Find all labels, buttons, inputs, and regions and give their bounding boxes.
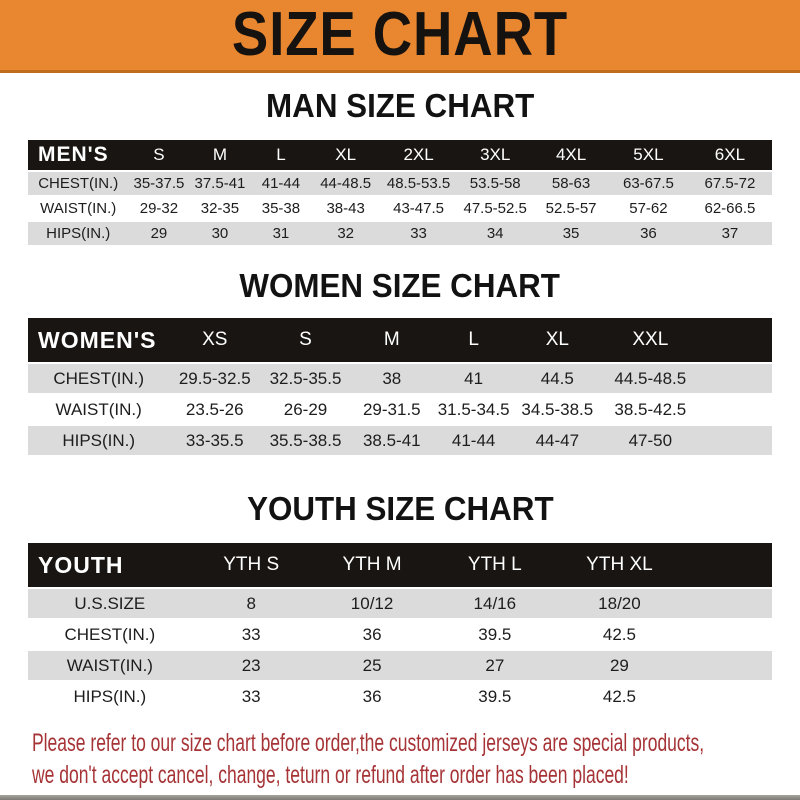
table-cell: 29 — [556, 651, 682, 680]
row-label: CHEST(IN.) — [28, 364, 169, 393]
column-header: XL — [515, 318, 601, 362]
column-header: 6XL — [688, 140, 772, 170]
table-cell: 31 — [250, 222, 311, 245]
column-header: YTH S — [192, 543, 311, 587]
table-title: WOMEN'S — [28, 318, 169, 362]
row-label: WAIST(IN.) — [55, 399, 142, 419]
women-table-wrapper — [0, 316, 800, 457]
table-cell: 42.5 — [602, 624, 636, 644]
table-cell: 32.5-35.5 — [260, 364, 351, 393]
table-cell: 43-47.5 — [393, 200, 444, 217]
column-header: M — [189, 140, 250, 170]
table-row — [28, 197, 772, 220]
table-cell: 34.5-38.5 — [521, 399, 594, 419]
column-header: L — [250, 140, 311, 170]
row-label: CHEST(IN.) — [64, 624, 156, 644]
table-cell: 52.5-57 — [545, 200, 597, 217]
column-header: XS — [169, 318, 260, 362]
table-cell: 39.5 — [478, 624, 512, 644]
table-cell: 33-35.5 — [169, 426, 260, 455]
table-cell: 41-44 — [433, 426, 515, 455]
row-label: HIPS(IN.) — [73, 686, 147, 706]
table-cell: 36 — [362, 624, 382, 644]
table-row — [28, 172, 772, 195]
table-cell: 8 — [192, 589, 311, 618]
table-cell: 44-48.5 — [311, 172, 379, 195]
table-row — [28, 682, 772, 711]
table-cell: 62-66.5 — [704, 200, 756, 217]
table-cell: 42.5 — [602, 686, 636, 706]
women-size-table — [28, 316, 772, 457]
disclaimer-line-1: Please refer to our size chart before order,the customized jerseys are special products, — [32, 729, 705, 757]
table-row — [28, 395, 772, 424]
table-cell: 38.5-41 — [351, 426, 433, 455]
table-cell: 35-37.5 — [128, 172, 189, 195]
table-row — [28, 589, 772, 618]
column-header: 2XL — [380, 140, 457, 170]
row-label: HIPS(IN.) — [28, 426, 169, 455]
table-cell: 38.5-42.5 — [614, 399, 687, 419]
table-cell: 38 — [351, 364, 433, 393]
table-cell: 41 — [433, 364, 515, 393]
table-cell: 53.5-58 — [457, 172, 533, 195]
column-header: YTH XL — [556, 543, 682, 587]
table-cell: 37 — [688, 222, 772, 245]
table-row — [28, 620, 772, 649]
table-cell: 35.5-38.5 — [260, 426, 351, 455]
table-header-row — [28, 543, 772, 587]
table-cell: 26-29 — [283, 399, 328, 419]
spacer-cell — [683, 651, 772, 680]
women-section-heading-text: WOMEN SIZE CHART — [239, 267, 561, 304]
table-cell: 35 — [533, 222, 609, 245]
table-cell: 29-32 — [139, 200, 179, 217]
spacer-cell — [683, 620, 772, 649]
table-cell: 18/20 — [556, 589, 682, 618]
row-label: CHEST(IN.) — [28, 172, 128, 195]
column-header: L — [433, 318, 515, 362]
women-section-heading — [0, 267, 800, 305]
table-cell: 29-31.5 — [362, 399, 421, 419]
banner-title: SIZE CHART — [231, 0, 569, 69]
column-header: XL — [311, 140, 379, 170]
disclaimer-line-2: we don't accept cancel, change, teturn or refund after order has been placed! — [32, 761, 629, 789]
table-cell: 32-35 — [200, 200, 240, 217]
table-row — [28, 364, 772, 393]
table-cell: 29 — [128, 222, 189, 245]
table-cell: 10/12 — [311, 589, 434, 618]
bottom-edge-strip — [0, 795, 800, 800]
table-cell: 47.5-52.5 — [463, 200, 527, 217]
table-row — [28, 651, 772, 680]
row-label: WAIST(IN.) — [40, 200, 117, 217]
table-cell: 36 — [609, 222, 688, 245]
table-cell: 58-63 — [533, 172, 609, 195]
table-cell: 41-44 — [250, 172, 311, 195]
table-cell: 29.5-32.5 — [169, 364, 260, 393]
youth-size-table — [28, 541, 772, 713]
men-table-wrapper — [0, 138, 800, 247]
column-header: YTH M — [311, 543, 434, 587]
table-cell: 44.5 — [515, 364, 601, 393]
table-cell: 33 — [241, 624, 261, 644]
table-cell: 23.5-26 — [185, 399, 244, 419]
table-cell: 38-43 — [326, 200, 365, 217]
table-cell: 27 — [433, 651, 556, 680]
column-header: 4XL — [533, 140, 609, 170]
column-header: XXL — [600, 318, 700, 362]
table-cell: 37.5-41 — [189, 172, 250, 195]
spacer-cell — [701, 318, 772, 362]
table-cell: 25 — [311, 651, 434, 680]
column-header: 3XL — [457, 140, 533, 170]
table-cell: 30 — [189, 222, 250, 245]
table-cell: 44-47 — [515, 426, 601, 455]
table-cell: 67.5-72 — [688, 172, 772, 195]
row-label: WAIST(IN.) — [28, 651, 192, 680]
row-label: U.S.SIZE — [28, 589, 192, 618]
table-cell: 44.5-48.5 — [600, 364, 700, 393]
column-header: M — [351, 318, 433, 362]
table-title: MEN'S — [28, 140, 128, 170]
man-section-heading-text: MAN SIZE CHART — [265, 87, 535, 124]
table-title: YOUTH — [28, 543, 192, 587]
table-cell: 31.5-34.5 — [437, 399, 510, 419]
spacer-cell — [683, 543, 772, 587]
column-header: YTH L — [433, 543, 556, 587]
banner — [0, 0, 800, 73]
table-cell: 33 — [380, 222, 457, 245]
table-cell: 57-62 — [629, 200, 668, 217]
table-cell: 23 — [192, 651, 311, 680]
table-cell: 47-50 — [600, 426, 700, 455]
men-size-table — [28, 138, 772, 247]
row-label: HIPS(IN.) — [28, 222, 128, 245]
table-cell: 32 — [311, 222, 379, 245]
table-cell: 36 — [362, 686, 382, 706]
spacer-cell — [683, 589, 772, 618]
column-header: S — [128, 140, 189, 170]
table-row — [28, 426, 772, 455]
youth-section-heading — [0, 490, 800, 528]
table-cell: 63-67.5 — [609, 172, 688, 195]
spacer-cell — [701, 395, 772, 424]
table-cell: 35-38 — [261, 200, 301, 217]
column-header: 5XL — [609, 140, 688, 170]
table-header-row — [28, 318, 772, 362]
table-cell: 34 — [457, 222, 533, 245]
man-section-heading — [0, 87, 800, 125]
column-header: S — [260, 318, 351, 362]
youth-table-wrapper — [0, 541, 800, 713]
table-cell: 39.5 — [478, 686, 512, 706]
disclaimer — [32, 727, 800, 791]
table-cell: 33 — [241, 686, 261, 706]
spacer-cell — [701, 364, 772, 393]
table-header-row — [28, 140, 772, 170]
spacer-cell — [701, 426, 772, 455]
table-row — [28, 222, 772, 245]
youth-section-heading-text: YOUTH SIZE CHART — [246, 490, 554, 527]
spacer-cell — [683, 682, 772, 711]
table-cell: 14/16 — [433, 589, 556, 618]
table-cell: 48.5-53.5 — [380, 172, 457, 195]
